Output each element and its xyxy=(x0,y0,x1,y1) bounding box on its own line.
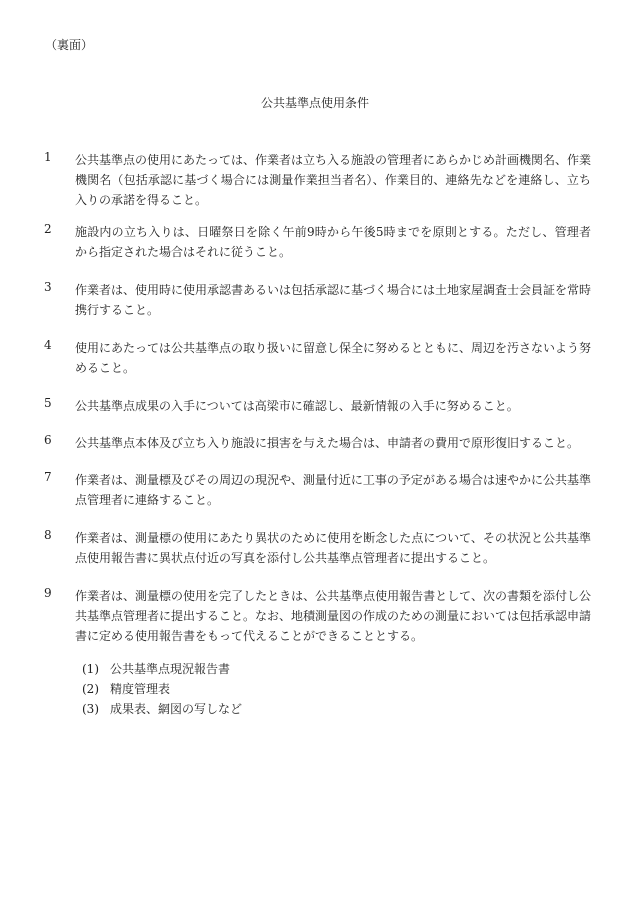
attachment-item xyxy=(82,680,170,697)
back-side-label: （裏面） xyxy=(45,38,94,52)
page-title: 公共基準点使用条件 xyxy=(260,96,369,110)
attachment-number: (3) xyxy=(82,702,99,716)
item-text: 作業者は、測量標及びその周辺の現況や、測量付近に工事の予定がある場合は速やかに公共基準点管理者に連絡すること。 xyxy=(75,473,591,507)
attachment-number: (2) xyxy=(82,682,99,696)
item-number: 5 xyxy=(44,396,52,410)
item-text: 作業者は、使用時に使用承認書あるいは包括承認に基づく場合には土地家屋調査士会員証を常時携行すること。 xyxy=(75,283,592,317)
item-number: 2 xyxy=(44,222,52,236)
item-number: 8 xyxy=(44,528,52,542)
item-text: 公共基準点の使用にあたっては、作業者は立ち入る施設の管理者にあらかじめ計画機関名、作業機関名（包括承認に基づく場合には測量作業担当者名）、作業目的、連絡先などを連絡し、立ち入りの承諾を得ること。 xyxy=(75,153,592,207)
item-number: 7 xyxy=(44,470,52,484)
item-text: 作業者は、測量標の使用を完了したときは、公共基準点使用報告書として、次の書類を添付し公共基準点管理者に提出すること。なお、地積測量図の作成のための測量においては包括承認申請書に定める使用報告書をもって代えることができることとする。 xyxy=(75,589,592,643)
attachment-text: 公共基準点現況報告書 xyxy=(110,662,231,676)
item-number: 1 xyxy=(44,150,52,164)
attachment-item xyxy=(82,700,242,717)
attachment-number: (1) xyxy=(82,662,99,676)
attachment-text: 成果表、網図の写しなど xyxy=(110,702,243,716)
item-number: 9 xyxy=(44,586,52,600)
item-text: 作業者は、測量標の使用にあたり異状のために使用を断念した点について、その状況と公共基準点使用報告書に異状点付近の写真を添付し公共基準点管理者に提出すること。 xyxy=(75,531,591,565)
item-number: 4 xyxy=(44,338,52,352)
item-number: 3 xyxy=(44,280,52,294)
item-text: 使用にあたっては公共基準点の取り扱いに留意し保全に努めるとともに、周辺を汚さないよう努めること。 xyxy=(75,341,592,375)
item-number: 6 xyxy=(44,433,52,447)
item-text: 公共基準点本体及び立ち入り施設に損害を与えた場合は、申請者の費用で原形復旧すること。 xyxy=(75,436,580,450)
attachment-text: 精度管理表 xyxy=(110,682,171,696)
attachment-item xyxy=(82,660,230,677)
item-text: 公共基準点成果の入手については高梁市に確認し、最新情報の入手に努めること。 xyxy=(75,399,519,413)
item-text: 施設内の立ち入りは、日曜祭日を除く午前9時から午後5時までを原則とする。ただし、管理者から指定された場合はそれに従うこと。 xyxy=(75,225,591,259)
